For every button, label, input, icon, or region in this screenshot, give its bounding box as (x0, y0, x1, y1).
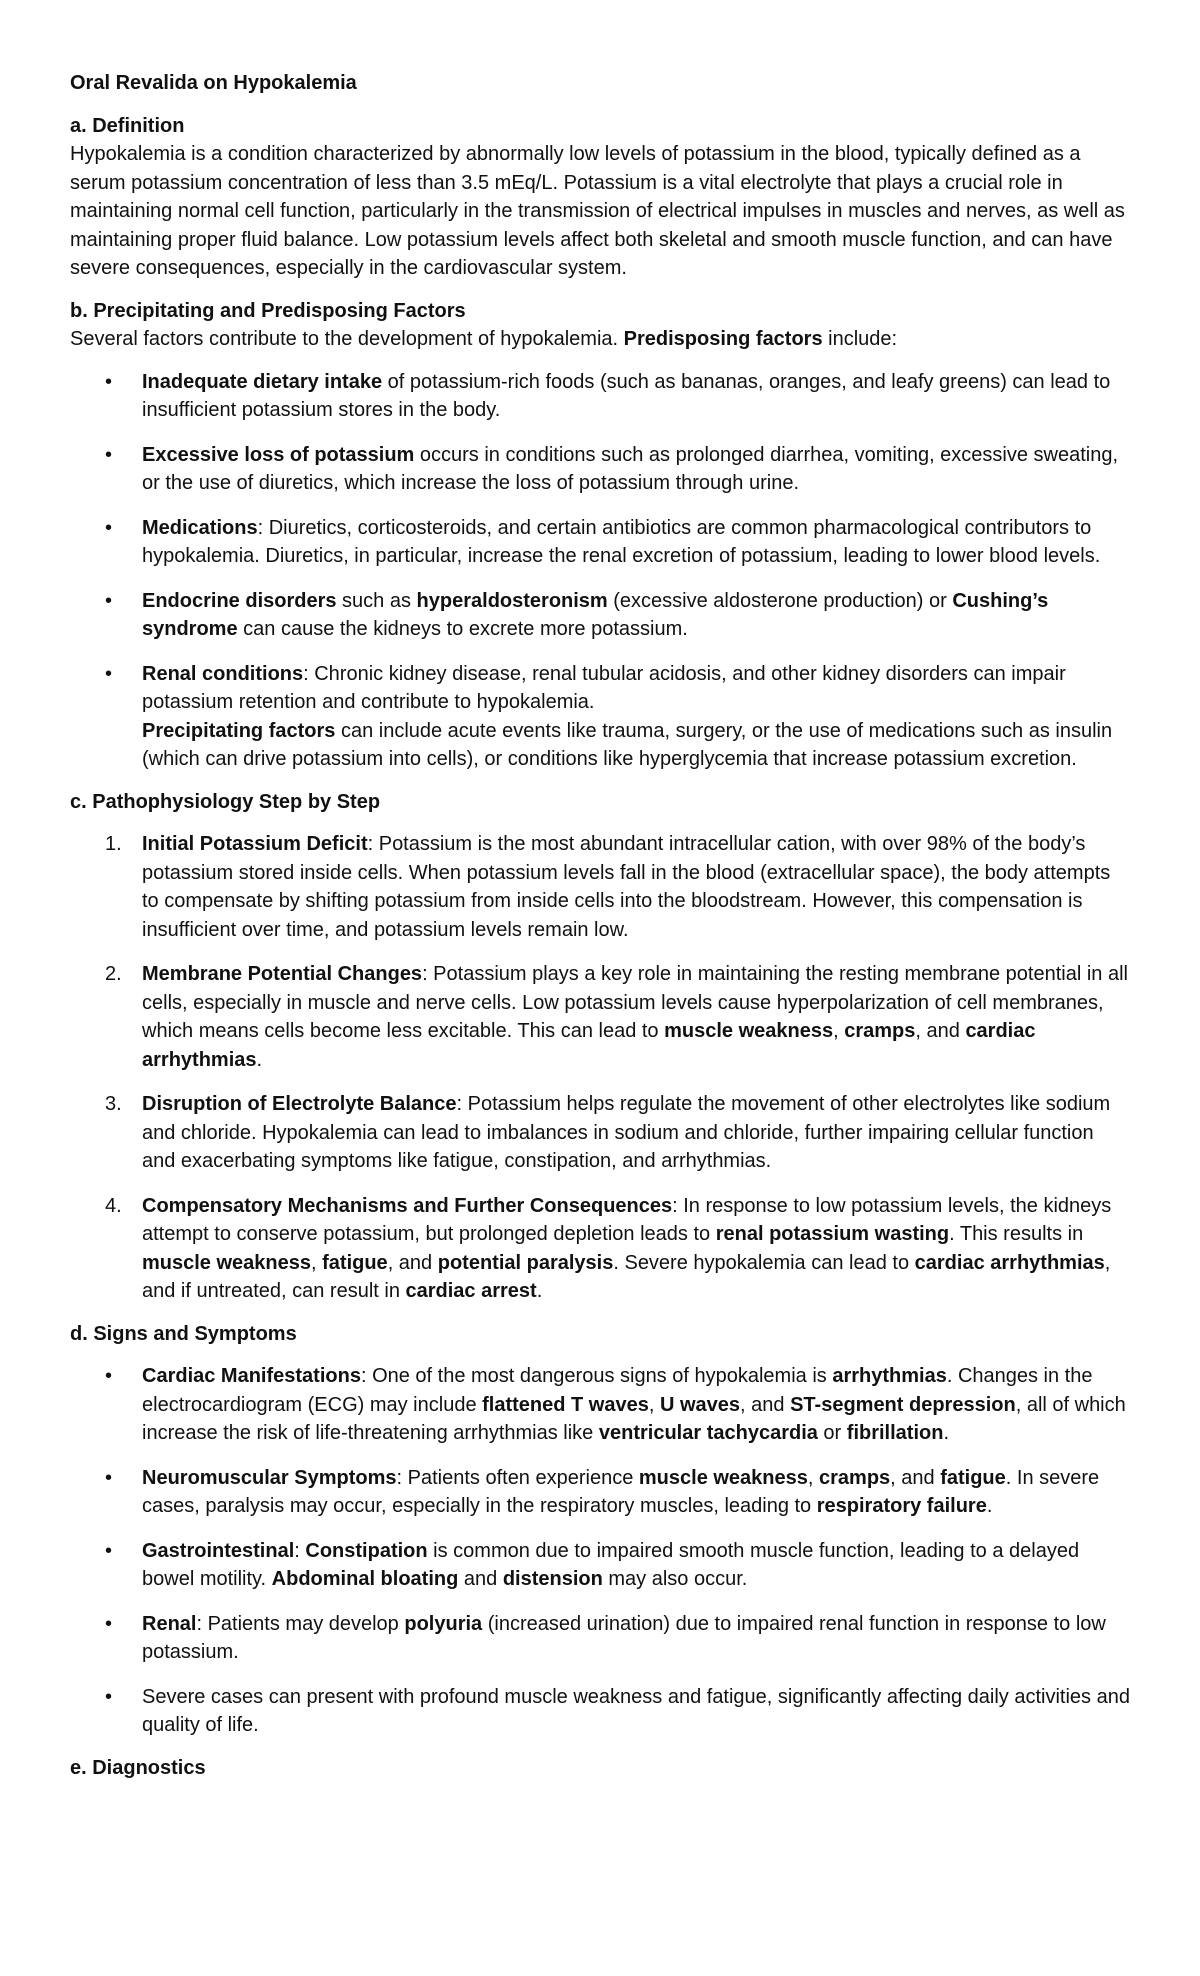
bullet-list-item (70, 1537, 1130, 1594)
bullet-icon: • (105, 1612, 113, 1635)
bullet-list (70, 1362, 1130, 1740)
bullet-list-item (70, 1683, 1130, 1740)
bold-text-run: Gastrointestinal (142, 1539, 295, 1562)
bullet-list-item (70, 514, 1130, 571)
section (70, 788, 1130, 1306)
bullet-icon: • (105, 1685, 113, 1708)
bold-text-run: Membrane Potential Changes (142, 963, 423, 985)
section-heading: c. Pathophysiology Step by Step (70, 790, 381, 813)
bullet-list-item (70, 441, 1130, 498)
text-run: (excessive aldosterone production) or (607, 589, 953, 612)
text-run: . Changes in the electrocardiogram (ECG) may include (142, 1365, 1093, 1416)
text-run: (increased urination) due to impaired renal function in response to low potassium. (142, 1612, 1106, 1663)
bold-text-run: distension (502, 1568, 603, 1590)
text-run: , and if untreated, can result in (142, 1251, 1111, 1302)
text-run: , and (387, 1251, 438, 1274)
text-run: , all of which increase the risk of life-threatening arrhythmias like (142, 1393, 1126, 1444)
bold-text-run: Renal conditions (142, 662, 304, 685)
bold-text-run: ventricular tachycardia (598, 1422, 818, 1444)
bullet-icon: • (105, 516, 113, 539)
text-run: . Severe hypokalemia can lead to (613, 1251, 915, 1274)
section-heading: a. Definition (70, 114, 185, 137)
bold-text-run: cramps (819, 1466, 891, 1489)
text-run: , (833, 1020, 845, 1042)
bold-text-run: muscle weakness (638, 1466, 808, 1489)
bullet-list-item (70, 368, 1130, 425)
bold-text-run: Abdominal bloating (271, 1568, 459, 1590)
text-run: include: (822, 328, 898, 350)
text-run: : Potassium plays a key role in maintaining the resting membrane potential in all cells, especially in muscle and nerve cells. Low potassium levels cause hyperpolarization of cell membranes, which means cells become less excitable. This can lead to (142, 963, 1128, 1042)
text-run: can include acute events like trauma, surgery, or the use of medications such as insulin (which can drive potassium into cells), or conditions like hyperglycemia that increase potassium excretion. (142, 719, 1113, 770)
bullet-list-item (70, 1464, 1130, 1521)
bold-text-run: cardiac arrest (405, 1280, 537, 1302)
bold-text-run: Constipation (305, 1539, 428, 1562)
bullet-icon: • (105, 1466, 113, 1489)
bold-text-run: Cushing’s syndrome (142, 589, 1049, 640)
text-run: can cause the kidneys to excrete more potassium. (237, 618, 688, 640)
bold-text-run: Precipitating factors (142, 719, 336, 742)
section-paragraph (70, 140, 1130, 283)
text-run: , and (890, 1466, 941, 1489)
text-run: : Diuretics, corticosteroids, and certain antibiotics are common pharmacological contributors to hypokalemia. Diuretics, in particular, increase the renal excretion of potassium, leading to lower blood levels. (142, 516, 1101, 567)
bullet-icon: • (105, 1539, 113, 1562)
document-title: Oral Revalida on Hypokalemia (70, 72, 357, 94)
bullet-icon: • (105, 443, 113, 466)
list-number: 3. (105, 1093, 122, 1115)
bullet-list-item (70, 1610, 1130, 1667)
text-run: Hypokalemia is a condition characterized by abnormally low levels of potassium in the blood, typically defined as a serum potassium concentration of less than 3.5 mEq/L. Potassium is a vital electrolyte that plays a crucial role in maintaining normal cell function, particularly in the transmission of electrical impulses in muscles and nerves, as well as maintaining proper fluid balance. Low potassium levels affect both skeletal and smooth muscle function, and can have severe consequences, especially in the cardiovascular system. (70, 143, 1125, 279)
text-run: or (817, 1422, 847, 1444)
text-run: . (986, 1495, 993, 1517)
bullet-icon: • (105, 370, 113, 393)
numbered-list-item (70, 1090, 1130, 1176)
text-run: , (807, 1466, 820, 1489)
bold-text-run: Excessive loss of potassium (142, 443, 415, 466)
text-run: is common due to impaired smooth muscle function, leading to a delayed bowel motility. (142, 1539, 1080, 1590)
document-body (70, 112, 1130, 1783)
bullet-list (70, 368, 1130, 774)
section-lead-paragraph (70, 325, 1130, 354)
bullet-list-item (70, 587, 1130, 644)
section-heading: d. Signs and Symptoms (70, 1322, 297, 1345)
text-run: : Potassium is the most abundant intracellular cation, with over 98% of the body’s potassium stored inside cells. When potassium levels fall in the blood (extracellular space), the body attempts to compensate by shifting potassium from inside cells into the bloodstream. However, this compensation is insufficient over time, and potassium levels remain low. (142, 833, 1111, 941)
bold-text-run: potential paralysis (437, 1251, 614, 1274)
bold-text-run: U waves (659, 1393, 741, 1416)
text-run: : One of the most dangerous signs of hypokalemia is (360, 1365, 833, 1387)
text-run: Severe cases can present with profound muscle weakness and fatigue, significantly affecting daily activities and quality of life. (142, 1685, 1130, 1736)
bold-text-run: muscle weakness (142, 1251, 311, 1274)
bold-text-run: Neuromuscular Symptoms (142, 1466, 397, 1489)
bold-text-run: respiratory failure (816, 1495, 987, 1517)
numbered-list-item (70, 960, 1130, 1074)
section-heading: e. Diagnostics (70, 1756, 206, 1779)
text-run: , (311, 1251, 323, 1274)
text-run: : In response to low potassium levels, the kidneys attempt to conserve potassium, but prolonged depletion leads to (142, 1194, 1112, 1245)
bold-text-run: cramps (844, 1020, 916, 1042)
section (70, 112, 1130, 283)
text-run: Several factors contribute to the development of hypokalemia. (70, 328, 624, 350)
bold-text-run: cardiac arrhythmias (914, 1251, 1105, 1274)
bold-text-run: Disruption of Electrolyte Balance (142, 1093, 457, 1115)
bold-text-run: flattened T waves (482, 1393, 649, 1416)
numbered-list (70, 830, 1130, 1306)
bullet-list-item (70, 660, 1130, 774)
text-run: , (648, 1393, 660, 1416)
bold-text-run: Compensatory Mechanisms and Further Consequences (142, 1194, 673, 1217)
bold-text-run: fatigue (940, 1466, 1006, 1489)
text-run: . This results in (949, 1223, 1084, 1245)
text-run: : (294, 1539, 306, 1562)
bullet-icon: • (105, 662, 113, 685)
bold-text-run: renal potassium wasting (715, 1223, 950, 1245)
numbered-list-item (70, 830, 1130, 944)
bold-text-run: fatigue (322, 1251, 388, 1274)
bold-text-run: Initial Potassium Deficit (142, 833, 368, 855)
section (70, 1754, 1130, 1783)
text-run: of potassium-rich foods (such as bananas, oranges, and leafy greens) can lead to insufficient potassium stores in the body. (142, 370, 1111, 421)
list-number: 2. (105, 963, 122, 985)
bold-text-run: arrhythmias (832, 1365, 947, 1387)
text-run: . (536, 1280, 543, 1302)
text-run: : Patients may develop (196, 1612, 405, 1635)
bullet-list-item (70, 1362, 1130, 1448)
list-number: 1. (105, 833, 122, 855)
bold-text-run: muscle weakness (664, 1020, 834, 1042)
section (70, 297, 1130, 774)
list-number: 4. (105, 1194, 122, 1217)
text-run: . (943, 1422, 950, 1444)
text-run: such as (336, 589, 417, 612)
section-heading: b. Precipitating and Predisposing Factors (70, 299, 466, 322)
text-run: : Chronic kidney disease, renal tubular acidosis, and other kidney disorders can impair potassium retention and contribute to hypokalemia. (142, 662, 1066, 713)
bold-text-run: Predisposing factors (623, 328, 823, 350)
section (70, 1320, 1130, 1740)
text-run: and (458, 1568, 503, 1590)
text-run: , and (915, 1020, 966, 1042)
text-run: : Potassium helps regulate the movement of other electrolytes like sodium and chloride. Hypokalemia can lead to imbalances in sodium and chloride, further impairing cellular function and exacerbating symptoms like fatigue, constipation, and arrhythmias. (142, 1093, 1111, 1172)
bold-text-run: polyuria (404, 1612, 483, 1635)
bold-text-run: Inadequate dietary intake (142, 370, 383, 393)
text-run: , and (740, 1393, 791, 1416)
bold-text-run: Cardiac Manifestations (142, 1365, 361, 1387)
numbered-list-item (70, 1192, 1130, 1306)
text-run: . (256, 1048, 263, 1071)
bold-text-run: Endocrine disorders (142, 589, 337, 612)
bullet-icon: • (105, 1365, 113, 1387)
bold-text-run: Renal (142, 1612, 197, 1635)
text-run: : Patients often experience (396, 1466, 639, 1489)
bold-text-run: fibrillation (846, 1422, 944, 1444)
text-run: may also occur. (602, 1568, 748, 1590)
bold-text-run: cardiac arrhythmias (142, 1020, 1036, 1071)
text-run: . In severe cases, paralysis may occur, especially in the respiratory muscles, leading to (142, 1466, 1100, 1517)
bold-text-run: hyperaldosteronism (416, 589, 608, 612)
bullet-icon: • (105, 589, 113, 612)
bold-text-run: ST-segment depression (790, 1393, 1016, 1416)
bold-text-run: Medications (142, 516, 258, 539)
text-run: occurs in conditions such as prolonged diarrhea, vomiting, excessive sweating, or the use of diuretics, which increase the loss of potassium through urine. (142, 443, 1119, 494)
